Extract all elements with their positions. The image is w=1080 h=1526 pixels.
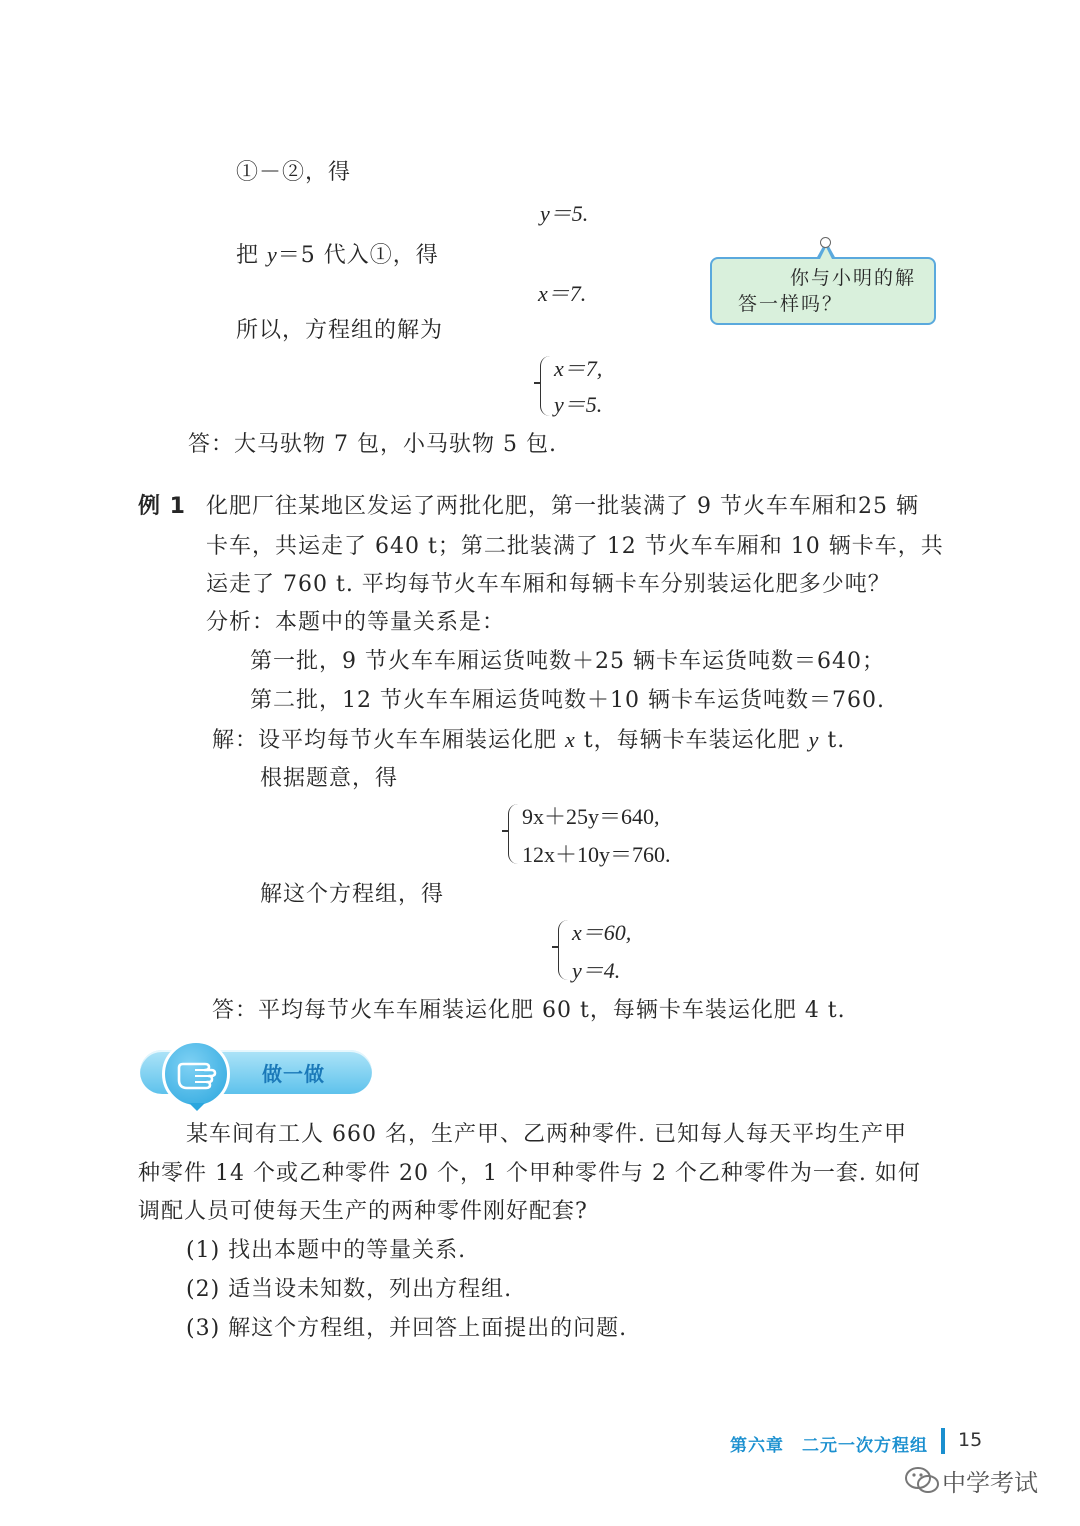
top-answer: 答：大马驮物 7 包，小马驮物 5 包. [188, 432, 557, 457]
substitute-text [236, 240, 439, 271]
relation-2: 第二批，12 节火车车厢运货吨数＋10 辆卡车运货吨数＝760. [250, 688, 885, 713]
solution-var-x: x [565, 727, 576, 752]
doit-arrow [189, 1103, 205, 1111]
doit-item-1: (1) 找出本题中的等量关系. [186, 1238, 467, 1263]
brace-tip [552, 946, 558, 948]
example-para-3: 运走了 760 t. 平均每节火车车厢和每辆卡车分别装运化肥多少吨？ [206, 572, 891, 597]
doit-para-2: 种零件 14 个或乙种零件 20 个，1 个甲种零件与 2 个乙种零件为一套. 如何 [138, 1161, 921, 1186]
page-number: 15 [958, 1429, 983, 1451]
bubble-line-1: 你与小明的解 [790, 267, 917, 289]
solution-setup-a: 解：设平均每节火车车厢装运化肥 [212, 728, 558, 753]
result-line-2: y＝4. [572, 958, 621, 983]
chapter-title: 第六章 二元一次方程组 [730, 1436, 928, 1456]
bubble-pin-icon [820, 237, 831, 248]
watermark-text: 中学考试 [942, 1469, 1038, 1497]
doit-label: 做一做 [262, 1062, 325, 1086]
analysis-heading: 分析：本题中的等量关系是： [206, 610, 506, 635]
example-para-1: 化肥厂往某地区发运了两批化肥，第一批装满了 9 节火车车厢和25 辆 [206, 494, 919, 519]
result-system [558, 918, 678, 984]
doit-para-1: 某车间有工人 660 名，生产甲、乙两种零件. 已知每人每天平均生产甲 [186, 1122, 907, 1147]
result-line-1: x＝60, [572, 920, 632, 945]
equation-line-1: 9x＋25y＝640, [522, 804, 660, 829]
y-result: y＝5. [540, 201, 589, 226]
solution-setup-b: t，每辆卡车装运化肥 [583, 728, 801, 753]
bubble-tail-inner [820, 247, 832, 259]
solution-setup-c: t. [827, 728, 846, 753]
brace [508, 804, 519, 864]
x-result: x＝7. [538, 281, 587, 306]
footer-divider [941, 1428, 945, 1454]
system-line-1: x＝7, [554, 356, 603, 381]
equation-line-2: 12x＋10y＝760. [522, 842, 671, 867]
substitute-text-b: ＝5 代入①，得 [277, 243, 439, 268]
example-answer: 答：平均每节火车车厢装运化肥 60 t，每辆卡车装运化肥 4 t. [212, 998, 846, 1023]
doit-item-2: (2) 适当设未知数，列出方程组. [186, 1277, 513, 1302]
system-line-2: y＝5. [554, 392, 603, 417]
substitute-text-a: 把 [236, 243, 260, 268]
doit-para-3: 调配人员可使每天生产的两种零件刚好配套? [138, 1199, 588, 1224]
solution-system [540, 354, 640, 420]
brace-tip [534, 382, 540, 384]
equation-system [508, 802, 708, 868]
according-text: 根据题意，得 [260, 766, 399, 791]
solution-intro: 所以，方程组的解为 [236, 318, 444, 343]
speech-bubble [710, 257, 936, 325]
solution-var-y: y [808, 727, 820, 752]
solve-text: 解这个方程组，得 [260, 882, 445, 907]
example-para-2: 卡车，共运走了 640 t；第二批装满了 12 节火车车厢和 10 辆卡车，共 [206, 534, 944, 559]
solution-setup [212, 725, 845, 756]
brace [558, 920, 569, 980]
bubble-line-2: 答一样吗？ [738, 293, 844, 315]
relation-1: 第一批，9 节火车车厢运货吨数＋25 辆卡车运货吨数＝640； [250, 649, 885, 674]
step-subtract-text: ①－②，得 [236, 160, 352, 185]
doit-item-3: (3) 解这个方程组，并回答上面提出的问题. [186, 1316, 628, 1341]
example-label: 例 1 [138, 494, 186, 519]
hand-icon [175, 1054, 219, 1094]
brace-tip [502, 830, 508, 832]
brace [540, 356, 551, 416]
substitute-var-y: y [267, 242, 278, 267]
